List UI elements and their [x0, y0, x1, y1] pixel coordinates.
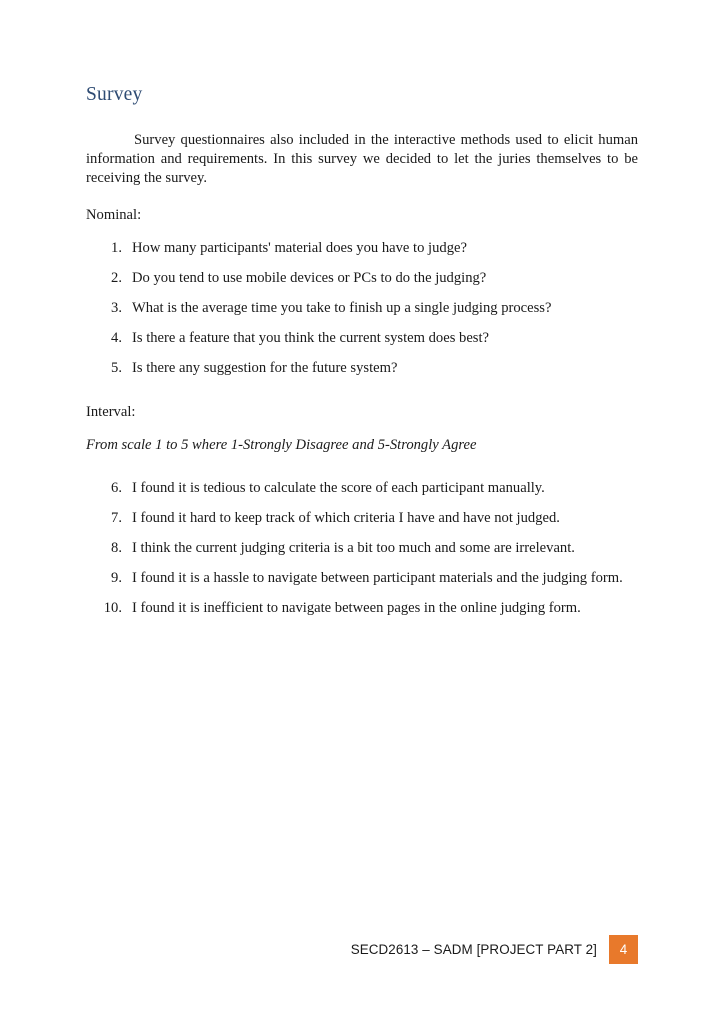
list-item-number: 6.: [111, 480, 122, 497]
list-item-number: 10.: [103, 599, 122, 616]
list-item-number: 7.: [111, 510, 122, 527]
page-footer: [0, 933, 724, 969]
list-item-text: Do you tend to use mobile devices or PCs to do the judging?: [132, 270, 487, 287]
list-item-text: Is there any suggestion for the future system?: [132, 360, 398, 377]
list-item: [86, 329, 638, 348]
section-spacer: [86, 392, 638, 403]
list-item: [86, 599, 638, 618]
list-item: [86, 239, 638, 258]
list-item: [86, 509, 638, 528]
footer-content: [351, 933, 638, 965]
list-item-text: I found it hard to keep track of which criteria I have and have not judged.: [132, 510, 560, 527]
list-item-number: 3.: [111, 300, 122, 317]
list-item: [86, 269, 638, 288]
list-item-number: 8.: [111, 540, 122, 557]
list-item-number: 9.: [111, 570, 122, 586]
list-item-text: What is the average time you take to finish up a single judging process?: [132, 300, 552, 317]
list-item-text: I found it is inefficient to navigate between pages in the online judging form.: [132, 599, 581, 616]
section-spacer: [86, 471, 638, 479]
nominal-question-list: [86, 239, 638, 378]
list-item-text: I found it is tedious to calculate the score of each participant manually.: [132, 480, 545, 497]
page-number-badge: 4: [609, 935, 638, 964]
list-item: [86, 479, 638, 498]
interval-section-label: Interval:: [86, 404, 136, 421]
interval-question-list: [86, 479, 638, 618]
page-title: Survey: [86, 84, 143, 105]
list-item: [86, 299, 638, 318]
list-item-text: I think the current judging criteria is a bit too much and some are irrelevant.: [132, 540, 575, 557]
list-item: [86, 569, 638, 588]
list-item-text: Is there a feature that you think the current system does best?: [132, 330, 490, 347]
list-item-number: 1.: [111, 240, 122, 257]
list-item: [86, 539, 638, 558]
list-item-number: 4.: [111, 330, 122, 347]
list-item-text: How many participants' material does you have to judge?: [132, 240, 467, 257]
list-item-number: 2.: [111, 270, 122, 287]
scale-note: From scale 1 to 5 where 1-Strongly Disagree and 5-Strongly Agree: [86, 437, 477, 454]
list-item: [86, 359, 638, 378]
nominal-section-label: Nominal:: [86, 207, 142, 224]
footer-course-label: SECD2613 – SADM [PROJECT PART 2]: [350, 941, 597, 957]
list-item-number: 5.: [111, 360, 122, 377]
intro-paragraph: Survey questionnaires also included in the interactive methods used to elicit human information and requirements. In this survey we decided to let the juries themselves to be receiving the survey.: [86, 132, 638, 187]
list-item-text: I found it is a hassle to navigate between participant materials and the judging form.: [132, 570, 623, 586]
document-content: [86, 84, 638, 632]
